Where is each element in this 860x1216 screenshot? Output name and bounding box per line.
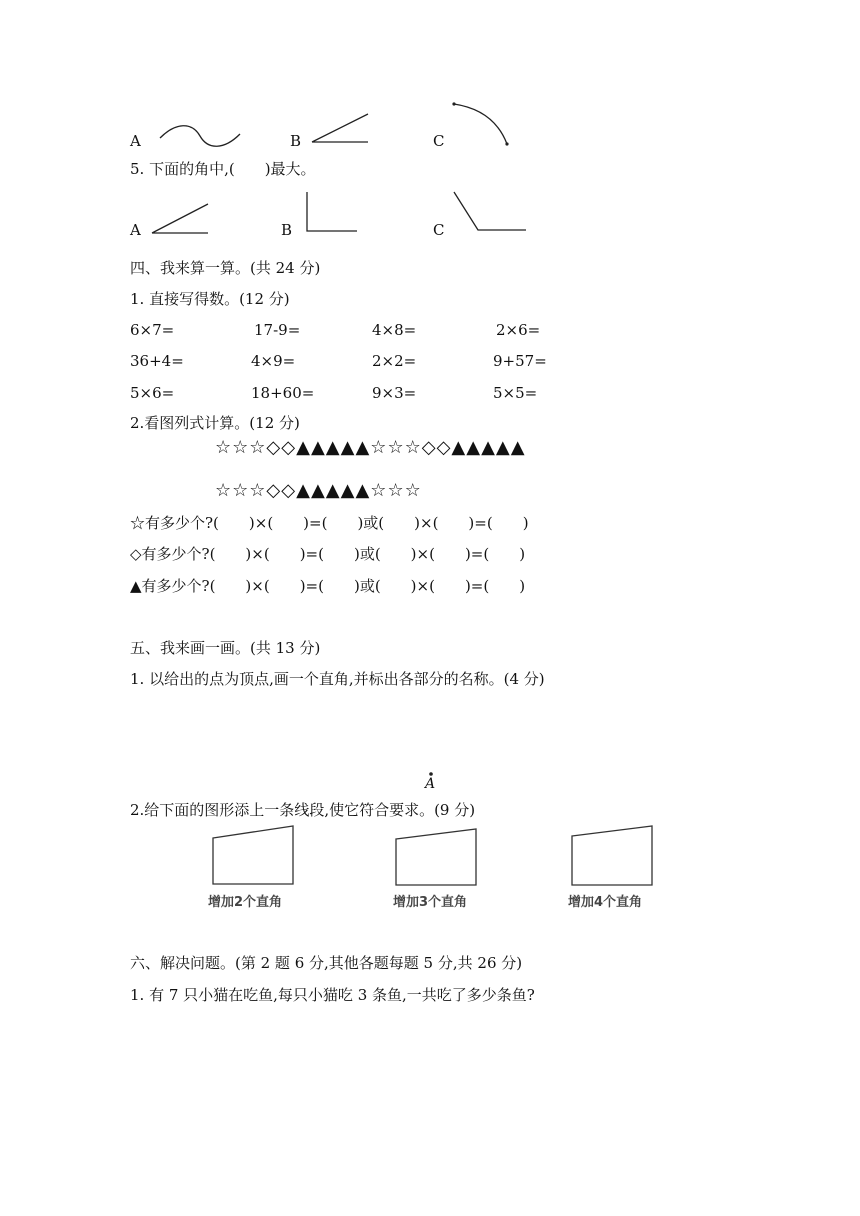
obtuse-angle-figure	[452, 190, 528, 234]
right-angle-figure	[304, 190, 360, 234]
acute-angle-figure	[310, 112, 372, 144]
option-a-label: A	[130, 221, 141, 239]
arithmetic-item: 2×6=	[496, 321, 541, 339]
question-1-title: 1. 直接写得数。(12 分)	[130, 290, 290, 308]
arithmetic-item: 17-9=	[254, 321, 301, 339]
trapezoid-figure	[393, 827, 479, 887]
point-label: A	[425, 776, 436, 792]
question-2-text: 2.给下面的图形添上一条线段,使它符合要求。(9 分)	[130, 801, 476, 819]
option-c-label: C	[433, 132, 445, 150]
arithmetic-item: 6×7=	[130, 321, 175, 339]
wavy-line-figure	[158, 124, 242, 148]
trapezoid-figure	[569, 824, 655, 887]
option-b-label: B	[290, 132, 302, 150]
arithmetic-item: 5×5=	[493, 384, 538, 402]
question-2-title: 2.看图列式计算。(12 分)	[130, 414, 300, 432]
arithmetic-item: 4×9=	[251, 352, 296, 370]
arithmetic-item: 2×2=	[372, 352, 417, 370]
trapezoid-figure	[210, 824, 296, 886]
count-stars-line: ☆有多少个?( )×( )=( )或( )×( )=( )	[130, 514, 529, 532]
arithmetic-item: 18+60=	[251, 384, 315, 402]
arithmetic-item: 5×6=	[130, 384, 175, 402]
figure-label: 增加2个直角	[208, 895, 283, 910]
count-triangles-line: ▲有多少个?( )×( )=( )或( )×( )=( )	[130, 577, 526, 595]
section-4-title: 四、我来算一算。(共 24 分)	[130, 259, 321, 277]
figure-label: 增加4个直角	[568, 895, 643, 910]
section-5-title: 五、我来画一画。(共 13 分)	[130, 639, 321, 657]
curve-figure	[450, 100, 514, 148]
option-b-label: B	[281, 221, 293, 239]
question-1-text: 1. 有 7 只小猫在吃鱼,每只小猫吃 3 条鱼,一共吃了多少条鱼?	[130, 986, 535, 1004]
question-5: 5. 下面的角中,( )最大。	[130, 160, 316, 178]
question-1-text: 1. 以给出的点为顶点,画一个直角,并标出各部分的名称。(4 分)	[130, 670, 545, 688]
figure-label: 增加3个直角	[393, 895, 468, 910]
arithmetic-item: 9×3=	[372, 384, 417, 402]
arithmetic-item: 9+57=	[493, 352, 547, 370]
count-diamonds-line: ◇有多少个?( )×( )=( )或( )×( )=( )	[130, 545, 526, 563]
arithmetic-item: 4×8=	[372, 321, 417, 339]
shape-sequence-row-1: ☆☆☆◇◇▲▲▲▲▲☆☆☆◇◇▲▲▲▲▲	[215, 437, 526, 458]
arithmetic-item: 36+4=	[130, 352, 184, 370]
acute-angle-figure	[150, 202, 212, 236]
section-6-title: 六、解决问题。(第 2 题 6 分,其他各题每题 5 分,共 26 分)	[130, 954, 523, 972]
option-c-label: C	[433, 221, 445, 239]
option-a-label: A	[130, 132, 141, 150]
shape-sequence-row-2: ☆☆☆◇◇▲▲▲▲▲☆☆☆	[215, 480, 422, 501]
